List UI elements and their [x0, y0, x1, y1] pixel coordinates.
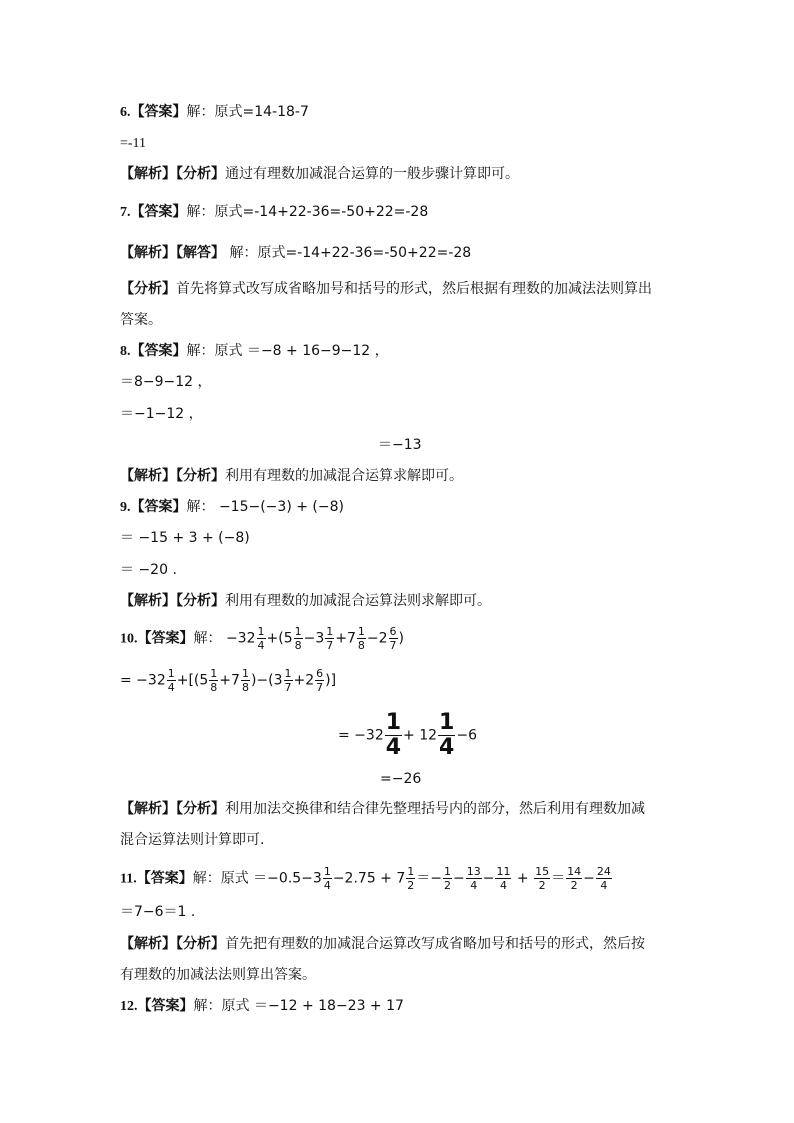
answer-tag: 【答案】 [136, 870, 193, 887]
fraction: $\frac{1}{4}$ [323, 865, 331, 892]
q9-number: 9. [120, 500, 131, 515]
q7-number: 7. [120, 205, 131, 220]
q8-step4: ＝−13 [378, 437, 422, 453]
analysis-tag: 【解析】 [120, 801, 176, 817]
fraction: $\frac{1}{4}$ [257, 625, 265, 652]
answer-tag: 【答案】 [137, 630, 194, 647]
fraction: $\frac{24}{4}$ [596, 865, 611, 892]
fraction: $\frac{1}{8}$ [210, 667, 218, 694]
q12-expression: 解：原式 ＝−12 + 18−23 + 17 [193, 998, 404, 1014]
q11-jie: 解：原式 ＝−0.5−3 [192, 870, 322, 887]
q8-analysis-text: 利用有理数的加减混合运算求解即可。 [225, 468, 463, 484]
analysis-tag: 【解析】 [120, 166, 176, 182]
fraction: $\frac{1}{7}$ [284, 667, 292, 694]
q9-expression: 解： −15−(−3) + (−8) [186, 499, 344, 515]
q7-fenxi-text: 首先将算式改写成省略加号和括号的形式，然后根据有理数的加减法法则算出 [176, 281, 652, 297]
fraction: $\frac{15}{2}$ [535, 865, 550, 892]
fenxi-tag: 【分析】 [176, 936, 225, 952]
answer-tag: 【答案】 [137, 998, 194, 1014]
fenxi-tag: 【分析】 [176, 801, 225, 817]
q6-analysis [120, 164, 519, 184]
q10-number: 10. [120, 631, 138, 647]
fenxi-tag: 【分析】 [176, 468, 225, 484]
q11-step2: ＝7−6＝1 . [120, 904, 196, 920]
q8-step3: ＝−1−12 ， [120, 406, 203, 422]
answer-tag: 【答案】 [130, 343, 187, 359]
q10-analysis-text: 利用加法交换律和结合律先整理括号内的部分，然后利用有理数加减 [225, 801, 645, 817]
q10-step2: = −32 $\frac{1}{4}$ +[(5 $\frac{1}{8}$ +7 $\frac{1}{8}$ )−(3 $\frac{1}{7}$ +2 $\frac{6}{7}$ )] [120, 667, 337, 694]
q10-analysis-cont: 混合运算法则计算即可. [120, 832, 265, 848]
q11-line: 11.【答案】解：原式 ＝−0.5−3 $\frac{1}{4}$ −2.75 + 7 $\frac{1}{2}$ ＝− $\frac{1}{2}$ − $\frac{13}{4}$ − $\frac{11}{4}$ + $\frac{15}{2}$ ＝ $\frac{14}{2}$ − $\frac{24}{4}$ [120, 865, 611, 892]
fraction: $\frac{1}{8}$ [357, 625, 365, 652]
q11-analysis [120, 934, 645, 954]
fenxi-tag: 【分析】 [176, 166, 225, 182]
q9-step2: ＝ −15 + 3 + (−8) [120, 530, 250, 546]
q10-step3-b: + 12 [403, 727, 438, 744]
q9-step3: ＝ −20 . [120, 562, 177, 578]
fraction: $\frac{11}{4}$ [496, 865, 511, 892]
q11-analysis-text: 首先把有理数的加减混合运算改写成省略加号和括号的形式，然后按 [225, 936, 645, 952]
q7-jieda-text: 解：原式=-14+22-36=-50+22=-28 [225, 245, 472, 261]
fenxi-tag: 【分析】 [120, 281, 176, 297]
fraction: $\frac{6}{7}$ [316, 667, 324, 694]
q10-step4: =−26 [380, 771, 422, 787]
fraction: $\frac{1}{7}$ [326, 625, 334, 652]
q7-line [120, 202, 428, 223]
q6-result: =-11 [120, 136, 147, 151]
fraction: $\frac{13}{4}$ [466, 865, 481, 892]
analysis-tag: 【解析】 [120, 468, 176, 484]
q9-analysis-text: 利用有理数的加减混合运算法则求解即可。 [225, 593, 491, 609]
q7-fenxi-cont: 答案。 [120, 312, 162, 328]
q12-line [120, 996, 404, 1017]
analysis-tag: 【解析】 [120, 593, 176, 609]
q6-line [120, 102, 309, 123]
q10-jie: 解： −32 [193, 630, 256, 647]
q10-step3 [338, 712, 477, 759]
q8-analysis [120, 466, 463, 486]
q11-number: 11. [120, 871, 137, 887]
q12-number: 12. [120, 999, 138, 1014]
q9-analysis [120, 591, 491, 611]
q8-step2: ＝8−9−12 ， [120, 374, 212, 390]
fraction: $\frac{1}{4}$ [439, 710, 455, 760]
answer-tag: 【答案】 [130, 104, 187, 120]
q10-step3-a: = −32 [338, 727, 384, 744]
answer-tag: 【答案】 [130, 499, 187, 515]
analysis-tag: 【解析】 [120, 936, 176, 952]
answer-tag: 【答案】 [130, 204, 187, 220]
fraction: $\frac{6}{7}$ [389, 625, 397, 652]
fenxi-tag: 【分析】 [176, 593, 225, 609]
fraction: $\frac{1}{8}$ [241, 667, 249, 694]
q10-line: 10.【答案】解： −32 $\frac{1}{4}$ +(5 $\frac{1}{8}$ −3 $\frac{1}{7}$ +7 $\frac{1}{8}$ −2 $\frac{6}{7}$ ) [120, 625, 404, 652]
q7-fenxi [120, 279, 652, 299]
fraction: $\frac{1}{2}$ [407, 865, 415, 892]
fraction: $\frac{1}{2}$ [444, 865, 452, 892]
fraction: $\frac{1}{4}$ [385, 710, 402, 760]
fraction: $\frac{1}{8}$ [294, 625, 302, 652]
q9-line [120, 497, 344, 518]
q10-step3-c: −6 [456, 727, 477, 744]
q7-expression: 解：原式=-14+22-36=-50+22=-28 [186, 204, 429, 220]
jieda-tag: 【解答】 [176, 245, 225, 261]
q10-analysis [120, 799, 645, 819]
q6-analysis-text: 通过有理数加减混合运算的一般步骤计算即可。 [225, 166, 519, 182]
q8-line [120, 341, 389, 362]
q6-number: 6. [120, 105, 131, 120]
q8-expression: 解：原式 ＝−8 + 16−9−12 ， [186, 343, 389, 359]
fraction: $\frac{1}{4}$ [167, 667, 175, 694]
fraction: $\frac{14}{2}$ [567, 865, 582, 892]
q6-expression: 解：原式=14-18-7 [186, 104, 309, 120]
q11-analysis-cont: 有理数的加减法法则算出答案。 [120, 967, 316, 983]
q8-number: 8. [120, 344, 131, 359]
q7-analysis [120, 243, 471, 263]
analysis-tag: 【解析】 [120, 245, 176, 261]
